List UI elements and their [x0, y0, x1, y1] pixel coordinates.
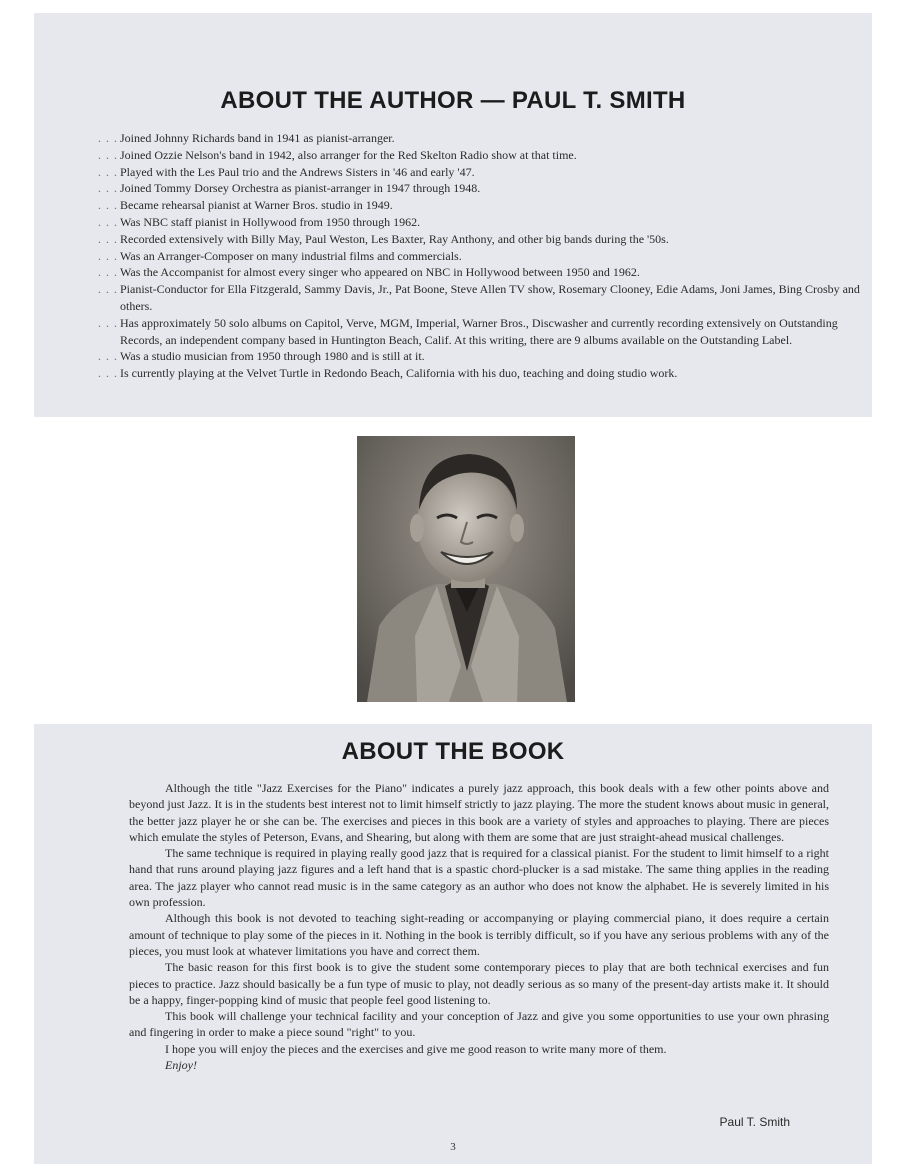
bio-item-text: Has approximately 50 solo albums on Capitol, Verve, MGM, Imperial, Warner Bros., Discwasher and currently recording extensively on Outstanding Records, an independent company based in Huntington Beach, Calif. At this writing, there are 9 albums available on the Outstanding Label.	[120, 315, 838, 347]
bio-item-text: Was an Arranger-Composer on many industrial films and commercials.	[120, 248, 462, 263]
bullet-dots: . . .	[98, 214, 118, 229]
bio-item	[98, 130, 864, 147]
bio-item-text: Was a studio musician from 1950 through 1980 and is still at it.	[120, 349, 425, 364]
bio-item	[98, 147, 864, 164]
bio-item	[98, 264, 864, 281]
bio-item-text: Joined Johnny Richards band in 1941 as pianist-arranger.	[120, 131, 395, 145]
bio-item-text: Was the Accompanist for almost every singer who appeared on NBC in Hollywood between 1950 and 1962.	[120, 265, 640, 280]
book-body-text	[129, 780, 829, 1073]
about-author-section	[34, 13, 872, 417]
page-number: 3	[450, 1141, 456, 1153]
bio-item	[98, 365, 864, 382]
book-paragraph: This book will challenge your technical facility and your conception of Jazz and give you some opportunities to use your own phrasing and fingering in order to make a piece sound "right" to you.	[129, 1009, 829, 1040]
bullet-dots: . . .	[98, 265, 118, 280]
bullet-dots: . . .	[98, 181, 118, 196]
bullet-dots: . . .	[98, 131, 118, 145]
bio-item	[98, 315, 864, 349]
bio-item-text: Is currently playing at the Velvet Turtle in Redondo Beach, California with his duo, teaching and doing studio work.	[120, 366, 678, 381]
bullet-dots: . . .	[98, 282, 118, 297]
bio-item	[98, 214, 864, 231]
author-section-title: ABOUT THE AUTHOR — PAUL T. SMITH	[220, 87, 686, 114]
author-portrait-photo	[357, 436, 575, 702]
bio-item-text: Pianist-Conductor for Ella Fitzgerald, Sammy Davis, Jr., Pat Boone, Steve Allen TV show, Rosemary Clooney, Edie Adams, Joni James, Bing Crosby and others.	[120, 282, 860, 313]
bullet-dots: . . .	[98, 248, 118, 263]
book-paragraph: Although this book is not devoted to teaching sight-reading or accompanying or playing commercial piano, it does require a certain amount of technique to play some of the pieces in it. Nothing in the book is terribly difficult, so if you have any serious problems with any of the pieces, you must look at whatever limitations you have and correct them.	[129, 911, 829, 958]
book-paragraph: The basic reason for this first book is to give the student some contemporary pieces to play that are both technical exercises and fun pieces to practice. Jazz should basically be a fun type of music to play, not deadly serious as so many of the present-day artists make it. It should be a happy, finger-popping kind of music that people feel good listening to.	[129, 960, 829, 1007]
bio-item	[98, 281, 864, 315]
book-paragraph: The same technique is required in playing really good jazz that is required for a classical pianist. For the student to limit himself to a right hand that runs around playing jazz figures and a left hand that is a spastic chord-plucker is a sad mistake. The same thing applies in the reading area. The jazz player who cannot read music is in the same category as an author who does not know the alphabet. He is severely limited in his own profession.	[129, 846, 829, 910]
bio-item	[98, 248, 864, 265]
bio-item	[98, 231, 864, 248]
bio-item-text: Played with the Les Paul trio and the Andrews Sisters in '46 and early '47.	[120, 164, 475, 179]
bio-item	[98, 180, 864, 197]
bullet-dots: . . .	[98, 315, 118, 330]
bio-item	[98, 348, 864, 365]
author-bio-list	[98, 130, 864, 382]
author-signature: Paul T. Smith	[719, 1115, 790, 1129]
bullet-dots: . . .	[98, 164, 118, 179]
portrait-illustration	[357, 436, 575, 702]
bullet-dots: . . .	[98, 231, 118, 246]
bio-item-text: Joined Ozzie Nelson's band in 1942, also arranger for the Red Skelton Radio show at that time.	[120, 147, 577, 162]
bio-item-text: Was NBC staff pianist in Hollywood from 1950 through 1962.	[120, 214, 421, 229]
bio-item	[98, 164, 864, 181]
book-paragraph: I hope you will enjoy the pieces and the exercises and give me good reason to write many more of them.	[165, 1041, 667, 1056]
bio-item	[98, 197, 864, 214]
bio-item-text: Became rehearsal pianist at Warner Bros. studio in 1949.	[120, 198, 393, 213]
bullet-dots: . . .	[98, 198, 118, 213]
bio-item-text: Joined Tommy Dorsey Orchestra as pianist-arranger in 1947 through 1948.	[120, 181, 481, 196]
book-section-title: ABOUT THE BOOK	[341, 738, 565, 765]
bullet-dots: . . .	[98, 147, 118, 162]
bio-item-text: Recorded extensively with Billy May, Paul Weston, Les Baxter, Ray Anthony, and other big bands during the '50s.	[120, 231, 669, 246]
bullet-dots: . . .	[98, 349, 118, 364]
bullet-dots: . . .	[98, 366, 118, 381]
about-book-section	[34, 724, 872, 1164]
book-paragraph: Although the title "Jazz Exercises for the Piano" indicates a purely jazz approach, this book deals with a few other points above and beyond just Jazz. It is in the students best interest not to limit himself strictly to jazz playing. The more the student knows about music in general, the better jazz player he or she can be. The exercises and pieces in this book are a variety of styles and approaches to playing. There are pieces which emulate the styles of Peterson, Evans, and Shearing, but along with them are some that are just straight-ahead musical challenges.	[129, 781, 829, 844]
closing-line: Enjoy!	[165, 1058, 197, 1073]
